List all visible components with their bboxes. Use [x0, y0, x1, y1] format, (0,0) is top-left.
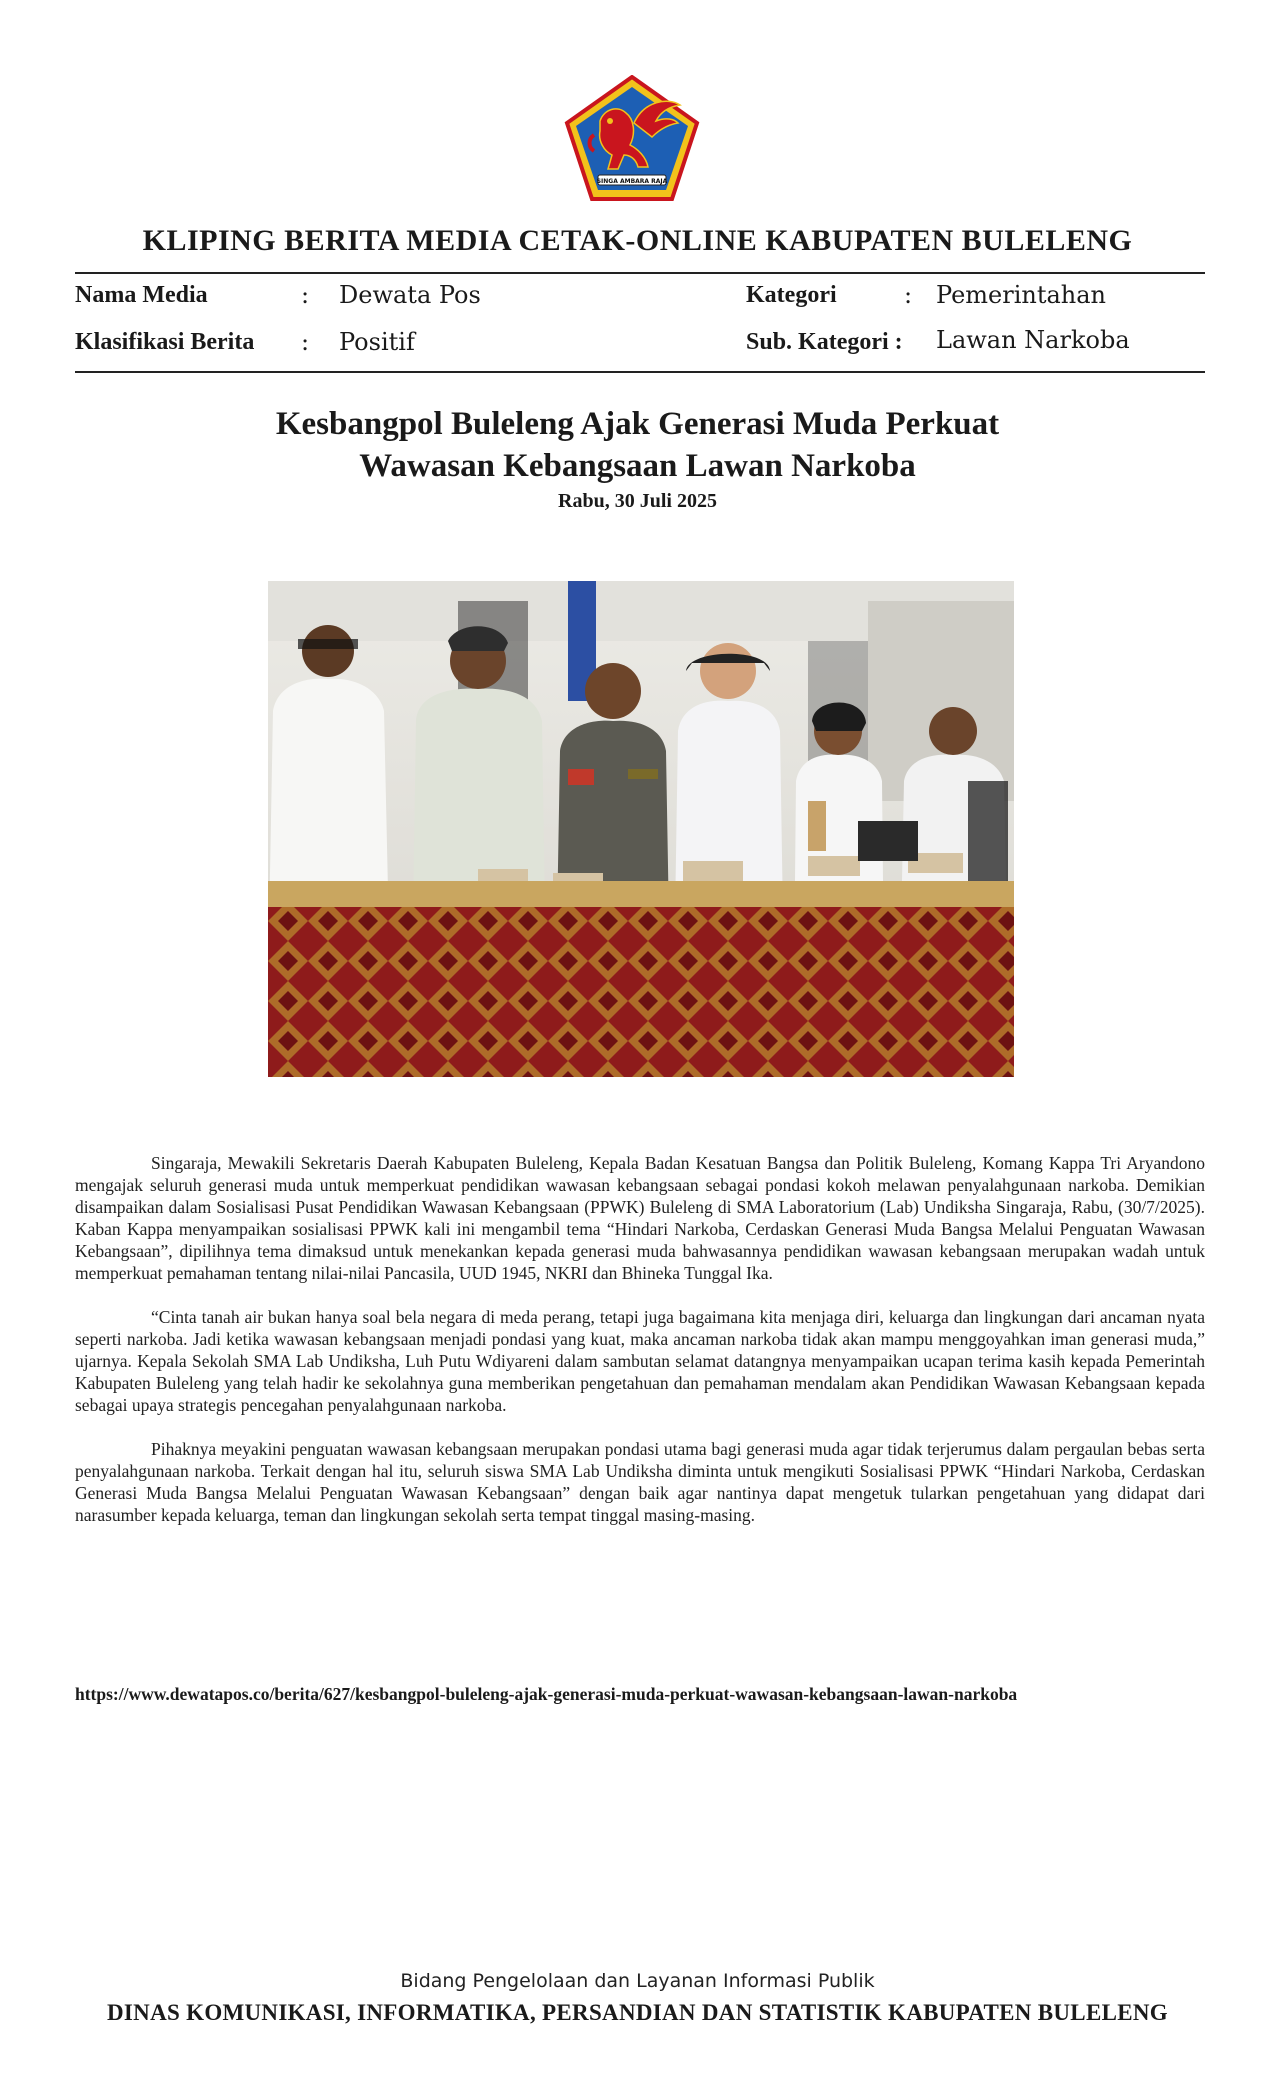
- article-paragraph: “Cinta tanah air bukan hanya soal bela negara di meda perang, tetapi juga bagaimana kita menjaga diri, keluarga dan lingkungan dari ancaman nyata seperti narkoba. Jadi ketika wawasan kebangsaan menjadi pondasi yang kuat, maka ancaman narkoba tidak akan mampu menggoyahkan iman generasi muda,” ujarnya. Kepala Sekolah SMA Lab Undiksha, Luh Putu Wdiyareni dalam sambutan selamat datangnya menyampaikan ucapan terima kasih kepada Pemerintah Kabupaten Buleleng yang telah hadir ke sekolahnya guna memberikan pengetahuan dan pemahaman mendalam akan Pendidikan Wawasan Kebangsaan kepada sebagai upaya strategis pencegahan penyalahgunaan narkoba.: [75, 1307, 1205, 1415]
- category-label: Kategori: [746, 282, 837, 308]
- article-date: Rabu, 30 Juli 2025: [558, 490, 717, 512]
- divider-top: [75, 272, 1205, 274]
- article-paragraph: Pihaknya meyakini penguatan wawasan kebangsaan merupakan pondasi utama bagi generasi muda agar tidak terjerumus dalam pergaulan bebas serta penyalahgunaan narkoba. Terkait dengan hal itu, seluruh siswa SMA Lab Undiksha diminta untuk mengikuti Sosialisasi PPWK “Hindari Narkoba, Cerdaskan Generasi Muda Bangsa Melalui Penguatan Wawasan Kebangsaan” dengan baik agar nantinya dapat mengetuk tularkan pengetahuan yang didapat dari narasumber kepada keluarga, teman dan lingkungan sekolah serta tempat tinggal masing-masing.: [75, 1439, 1205, 1525]
- media-value: Dewata Pos: [339, 281, 481, 309]
- subcategory-row: [746, 327, 903, 357]
- page-title: KLIPING BERITA MEDIA CETAK-ONLINE KABUPATEN BULELENG: [142, 224, 1133, 257]
- media-name-row: [75, 280, 208, 310]
- source-link[interactable]: https://www.dewatapos.co/berita/627/kesbangpol-buleleng-ajak-generasi-muda-perkuat-wawasan-kebangsaan-lawan-narkoba: [75, 1684, 1018, 1704]
- category-value: Pemerintahan: [936, 281, 1107, 309]
- headline-line-2: Wawasan Kebangsaan Lawan Narkoba: [359, 448, 916, 484]
- article-body: [75, 1152, 1205, 1548]
- footer-department: Bidang Pengelolaan dan Layanan Informasi Publik: [400, 1970, 875, 1992]
- category-colon: :: [904, 281, 913, 309]
- classification-value: Positif: [339, 328, 415, 356]
- crest-motto: SINGA AMBARA RAJA: [596, 178, 668, 185]
- media-colon: :: [301, 281, 310, 309]
- article-paragraph: Singaraja, Mewakili Sekretaris Daerah Kabupaten Buleleng, Kepala Badan Kesatuan Bangsa dan Politik Buleleng, Komang Kappa Tri Aryandono mengajak seluruh generasi muda untuk memperkuat pendidikan wawasan kebangsaan sebagai pondasi kokoh melawan penyalahgunaan narkoba. Demikian disampaikan dalam Sosialisasi Pusat Pendidikan Wawasan Kebangsaan (PPWK) Buleleng di SMA Laboratorium (Lab) Undiksha Singaraja, Rabu, (30/7/2025). Kaban Kappa menyampaikan sosialisasi PPWK kali ini mengambil tema “Hindari Narkoba, Cerdaskan Generasi Muda Bangsa Melalui Penguatan Wawasan Kebangsaan”, dipilihnya tema dimaksud untuk menekankan kepada generasi muda bahwasannya pendidikan wawasan kebangsaan merupakan wadah untuk memperkuat pemahaman tentang nilai-nilai Pancasila, UUD 1945, NKRI dan Bhineka Tunggal Ika.: [75, 1153, 1205, 1283]
- media-label: Nama Media: [75, 282, 208, 308]
- subcategory-value: Lawan Narkoba: [936, 326, 1130, 354]
- buleleng-crest-logo: [564, 75, 700, 201]
- classification-colon: :: [301, 328, 310, 356]
- footer-agency: DINAS KOMUNIKASI, INFORMATIKA, PERSANDIAN DAN STATISTIK KABUPATEN BULELENG: [107, 2000, 1168, 2025]
- classification-label: Klasifikasi Berita: [75, 329, 255, 355]
- classification-row: [75, 327, 254, 357]
- divider-bottom: [75, 371, 1205, 373]
- subcategory-label: Sub. Kategori :: [746, 329, 903, 355]
- article-photo: [268, 581, 1014, 1077]
- article-headline: [0, 403, 1275, 487]
- category-row: [746, 280, 837, 310]
- headline-line-1: Kesbangpol Buleleng Ajak Generasi Muda Perkuat: [275, 406, 1000, 442]
